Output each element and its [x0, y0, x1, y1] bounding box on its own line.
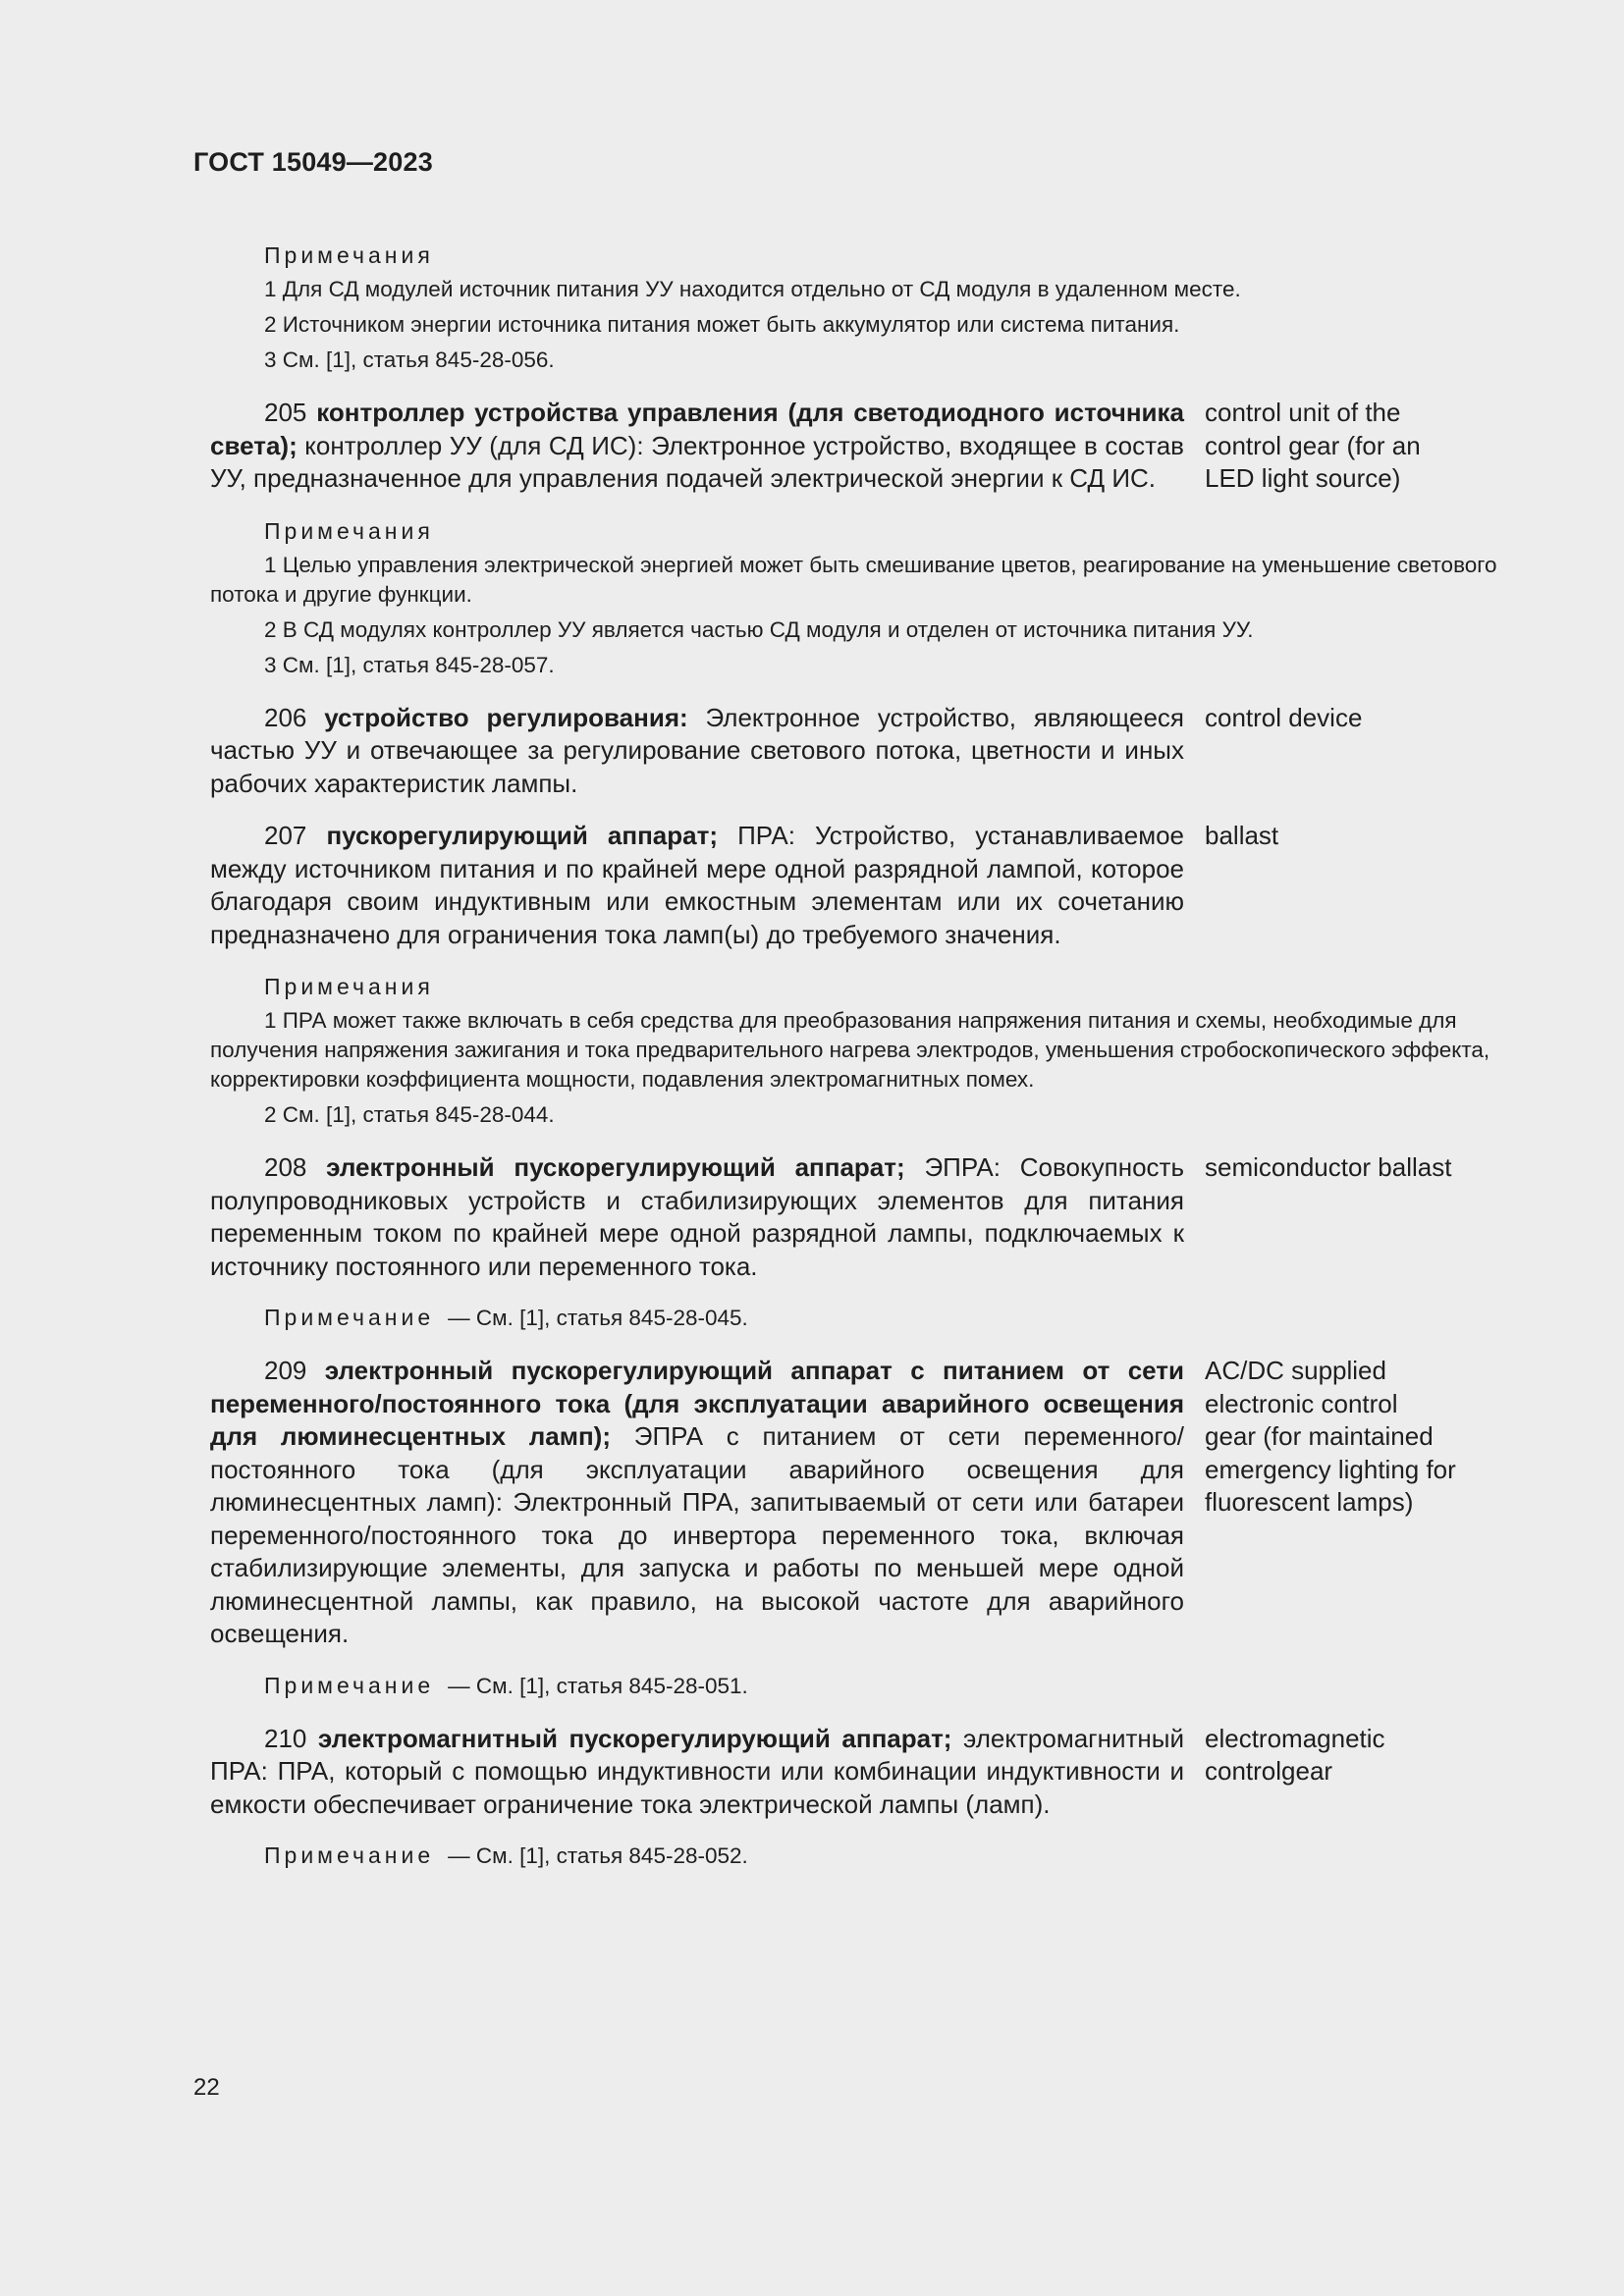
notes-heading: Примечания	[264, 974, 434, 999]
term-english: semiconductor ballast	[1205, 1152, 1452, 1182]
term-209	[210, 1355, 1498, 1651]
term-name: пускорегулирующий аппарат;	[326, 821, 718, 850]
term-number: 210	[264, 1723, 307, 1753]
term-number: 208	[264, 1152, 307, 1182]
term-205	[210, 397, 1498, 496]
note-209	[210, 1671, 1498, 1701]
note-text: — См. [1], статья 845-28-045.	[448, 1306, 748, 1330]
term-english: electromagnetic controlgear	[1205, 1723, 1385, 1786]
note-label: Примечание	[264, 1672, 435, 1698]
note-text: — См. [1], статья 845-28-051.	[448, 1673, 748, 1698]
notes-top	[210, 240, 1498, 375]
notes-heading: Примечания	[264, 517, 434, 544]
term-definition: контроллер УУ (для СД ИС): Электронное устройство, входящее в состав УУ, предназначенное для управления подачей электрической энергии к СД ИС.	[210, 430, 1184, 493]
term-208	[210, 1151, 1498, 1283]
note-item: 1 Целью управления электрической энергией может быть смешивание цветов, реагирование на уменьшение светового потока и другие функции.	[210, 552, 1497, 607]
term-english: ballast	[1205, 821, 1279, 850]
note-item: 2 Источником энергии источника питания может быть аккумулятор или система питания.	[264, 312, 1180, 337]
note-210	[210, 1841, 1498, 1871]
term-definition: ПРА: Устройство, устанавливаемое между источником питания и по крайней мере одной разрядной лампой, которое благодаря своим индуктивным или емкостным элементам или их сочетанию предназначено для ограничения тока ламп(ы) до требуемого значения.	[210, 821, 1185, 949]
term-russian	[210, 702, 1184, 801]
term-number: 207	[264, 821, 307, 850]
term-definition: ЭПРА: Совокупность полупроводниковых устройств и стабилизирующих элементов для питания переменным током по крайней мере одной разрядной лампы, подключаемых к источнику постоянного или переменного тока.	[210, 1152, 1184, 1281]
term-name: электронный пускорегулирующий аппарат с питанием от сети переменного/постоянного тока (для эксплуатации аварийного освещения для люминесцентных ламп);	[210, 1356, 1184, 1451]
note-item: 2 См. [1], статья 845-28-044.	[264, 1102, 555, 1127]
term-english: control unit of the control gear (for an LED light source)	[1205, 398, 1421, 493]
notes-207	[210, 971, 1498, 1130]
term-definition: ЭПРА с питанием от сети переменного/постоянного тока (для эксплуатации аварийного освещения для люминесцентных ламп): Электронный ПРА, запитываемый от сети или батареи переменного/постоянного тока до инвертора переменного тока, включая стабилизирующие элементы, для запуска и работы по меньшей мере одной люминесцентной лампы, как правило, на высокой частоте для аварийного освещения.	[210, 1421, 1184, 1648]
term-207	[210, 820, 1498, 951]
note-208	[210, 1303, 1498, 1333]
note-item: 2 В СД модулях контроллер УУ является частью СД модуля и отделен от источника питания УУ.	[264, 616, 1254, 642]
term-name: электронный пускорегулирующий аппарат;	[326, 1152, 905, 1182]
page-number: 22	[193, 2074, 220, 2101]
term-name: контроллер устройства управления (для светодиодного источника света);	[210, 398, 1184, 460]
note-item: 1 Для СД модулей источник питания УУ находится отдельно от СД модуля в удаленном месте.	[264, 277, 1241, 301]
term-206	[210, 702, 1498, 801]
term-english: AC/DC supplied electronic control gear (for maintained emergency lighting for fluorescent lamps)	[1205, 1356, 1456, 1517]
note-item: 3 См. [1], статья 845-28-056.	[264, 347, 555, 372]
term-english: control device	[1205, 702, 1363, 732]
note-item: 3 См. [1], статья 845-28-057.	[264, 652, 555, 677]
term-name: электромагнитный пускорегулирующий аппарат;	[317, 1723, 952, 1753]
term-russian	[210, 397, 1184, 496]
note-item: 1 ПРА может также включать в себя средства для преобразования напряжения питания и схемы, необходимые для получения напряжения зажигания и тока предварительного нагрева электродов, уменьшения стробоскопического эффекта, корректировки коэффициента мощности, подавления электромагнитных помех.	[210, 1008, 1490, 1092]
term-russian	[210, 1151, 1184, 1283]
term-name: устройство регулирования:	[324, 702, 688, 732]
term-definition: Электронное устройство, являющееся частью УУ и отвечающее за регулирование светового потока, цветности и иных рабочих характеристик лампы.	[210, 702, 1184, 798]
note-label: Примечание	[264, 1305, 435, 1330]
term-russian	[210, 1355, 1184, 1651]
page-content	[210, 240, 1498, 1893]
term-number: 209	[264, 1356, 307, 1385]
document-header: ГОСТ 15049—2023	[193, 147, 433, 177]
notes-heading: Примечания	[264, 242, 434, 268]
term-number: 205	[264, 398, 307, 427]
note-text: — См. [1], статья 845-28-052.	[448, 1843, 748, 1868]
term-number: 206	[264, 702, 307, 732]
term-definition: электромагнитный ПРА: ПРА, который с помощью индуктивности или комбинации индуктивности и емкости обеспечивает ограничение тока электрической лампы (ламп).	[210, 1723, 1184, 1819]
notes-205	[210, 515, 1498, 680]
term-russian	[210, 1723, 1184, 1822]
note-label: Примечание	[264, 1842, 435, 1868]
term-210	[210, 1723, 1498, 1822]
term-russian	[210, 820, 1184, 951]
